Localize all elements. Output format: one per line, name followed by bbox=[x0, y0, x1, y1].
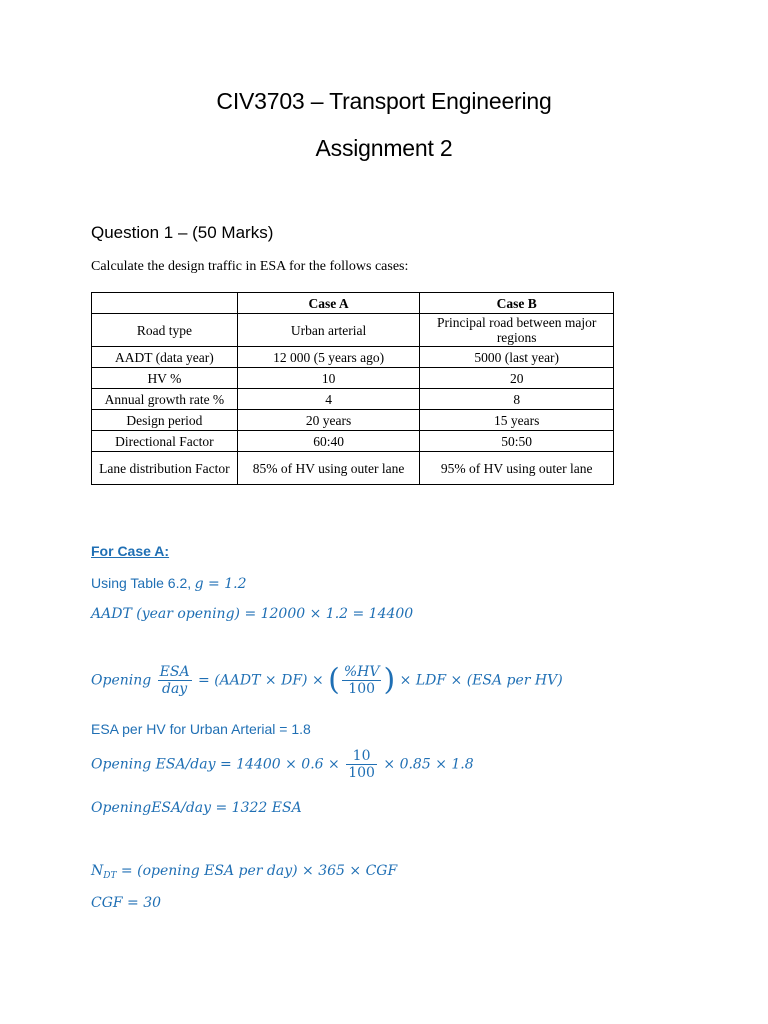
opening-label: Opening bbox=[91, 672, 152, 689]
esa-per-day-fraction bbox=[158, 664, 192, 697]
table-reference-line bbox=[91, 575, 247, 593]
table-cell: AADT (data year) bbox=[92, 347, 238, 368]
table-cell: Road type bbox=[92, 314, 238, 347]
table-row bbox=[92, 389, 614, 410]
fraction-numerator: 10 bbox=[346, 748, 377, 765]
calculation-lhs: Opening ESA/day = 14400 × 0.6 × bbox=[91, 756, 340, 773]
fraction-numerator: %HV bbox=[343, 664, 380, 680]
table-cell: 12 000 (5 years ago) bbox=[237, 347, 420, 368]
table-cell: Directional Factor bbox=[92, 431, 238, 452]
table-header-cell: Case A bbox=[237, 293, 420, 314]
table-row bbox=[92, 431, 614, 452]
opening-esa-formula bbox=[91, 664, 563, 697]
aadt-opening-equation: AADT (year opening) = 12000 × 1.2 = 14400 bbox=[91, 606, 414, 622]
ndt-subscript: DT bbox=[103, 871, 117, 881]
table-row bbox=[92, 347, 614, 368]
esa-per-hv-note: ESA per HV for Urban Arterial = 1.8 bbox=[91, 721, 311, 737]
table-row bbox=[92, 314, 614, 347]
table-row bbox=[92, 410, 614, 431]
case-a-heading: For Case A: bbox=[91, 543, 170, 559]
table-cell: Principal road between major regions bbox=[420, 314, 614, 347]
ndt-equation bbox=[91, 863, 397, 881]
formula-rhs-part-b: × LDF × (ESA per HV) bbox=[399, 672, 563, 689]
ndt-rhs: = (opening ESA per day) × 365 × CGF bbox=[120, 863, 398, 879]
table-cell: 5000 (last year) bbox=[420, 347, 614, 368]
fraction-denominator: day bbox=[162, 681, 188, 697]
table-cell: 10 bbox=[237, 368, 420, 389]
calculation-rhs: × 0.85 × 1.8 bbox=[383, 756, 474, 773]
opening-esa-result: OpeningESA/day = 1322 ESA bbox=[91, 800, 302, 816]
table-reference-text: Using Table 6.2, bbox=[91, 575, 192, 591]
table-cell: 8 bbox=[420, 389, 614, 410]
formula-rhs-part-a: = (AADT × DF) × bbox=[198, 672, 324, 689]
opening-esa-calculation bbox=[91, 748, 474, 781]
table-cell: 20 bbox=[420, 368, 614, 389]
table-cell: 15 years bbox=[420, 410, 614, 431]
cgf-equation: CGF = 30 bbox=[91, 895, 162, 911]
hv-percent-fraction bbox=[342, 664, 382, 697]
growth-factor-equation: g = 1.2 bbox=[194, 576, 247, 592]
document-title: CIV3703 – Transport Engineering bbox=[216, 88, 552, 114]
question-intro: Calculate the design traffic in ESA for the follows cases: bbox=[91, 259, 409, 274]
fraction-denominator: 100 bbox=[348, 765, 375, 781]
table-cell: Urban arterial bbox=[237, 314, 420, 347]
ndt-symbol: N bbox=[91, 863, 104, 879]
question-heading: Question 1 – (50 Marks) bbox=[91, 223, 274, 242]
table-cell: 50:50 bbox=[420, 431, 614, 452]
table-header-row bbox=[92, 293, 614, 314]
table-cell: Lane distribution Factor bbox=[92, 452, 238, 485]
fraction-denominator: 100 bbox=[348, 681, 376, 697]
table-row bbox=[92, 368, 614, 389]
table-cell: 4 bbox=[237, 389, 420, 410]
document-subtitle: Assignment 2 bbox=[315, 135, 453, 161]
table-cell: 60:40 bbox=[237, 431, 420, 452]
left-paren: ( bbox=[328, 662, 340, 698]
table-cell: Annual growth rate % bbox=[92, 389, 238, 410]
table-header-cell bbox=[92, 293, 238, 314]
table-header-cell: Case B bbox=[420, 293, 614, 314]
right-paren: ) bbox=[383, 662, 396, 698]
table-cell: HV % bbox=[92, 368, 238, 389]
traffic-data-table bbox=[91, 292, 614, 485]
table-cell: 85% of HV using outer lane bbox=[237, 452, 420, 485]
table-cell: 95% of HV using outer lane bbox=[420, 452, 614, 485]
hv-fraction bbox=[346, 748, 377, 781]
table-row bbox=[92, 452, 614, 485]
table-cell: Design period bbox=[92, 410, 238, 431]
fraction-numerator: ESA bbox=[159, 664, 190, 680]
table-cell: 20 years bbox=[237, 410, 420, 431]
